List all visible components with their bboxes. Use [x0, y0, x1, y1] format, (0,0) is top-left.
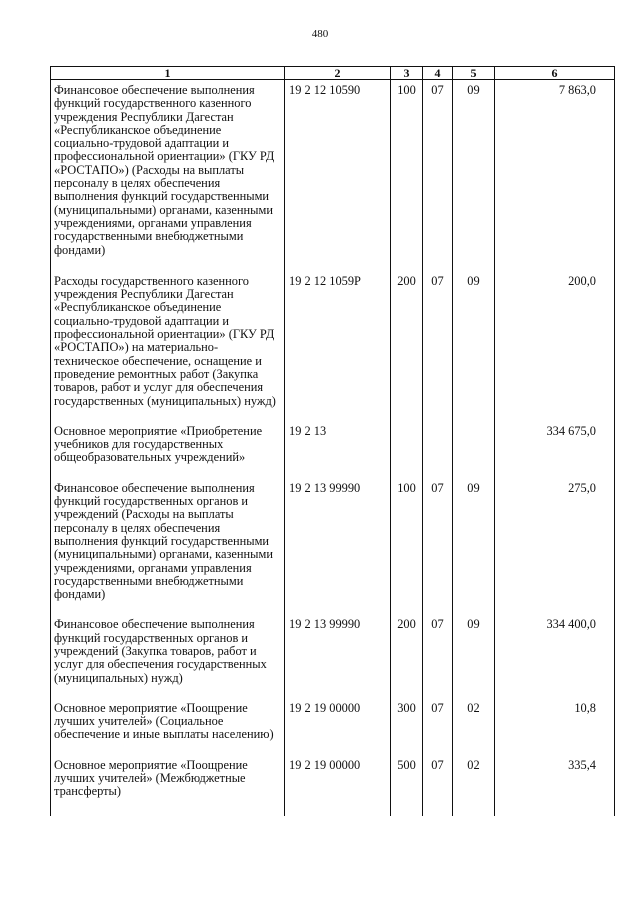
table-row — [51, 702, 615, 742]
row-code: 19 2 19 00000 — [285, 759, 391, 799]
row-col4: 07 — [423, 618, 453, 684]
table-row — [51, 425, 615, 465]
column-header: 6 — [495, 67, 615, 80]
row-col4: 07 — [423, 275, 453, 408]
row-name: Финансовое обеспечение выполнения функций государственных органов и учреждений (Расходы на выплаты персоналу в целях обеспечения выполнения функций государственными (муниципальными) органами, казенными учреждениями, органами управления государственными внебюджетными фондами) — [51, 482, 285, 602]
column-header: 4 — [423, 67, 453, 80]
table-row — [51, 482, 615, 602]
row-spacer — [51, 465, 615, 482]
header-row — [51, 67, 615, 80]
row-spacer — [51, 799, 615, 816]
row-amount: 334 400,0 — [495, 618, 615, 684]
row-col5: 09 — [453, 482, 495, 602]
column-header: 2 — [285, 67, 391, 80]
row-col5 — [453, 425, 495, 465]
row-name: Расходы государственного казенного учреждения Республики Дагестан «Республиканское объединение социально-трудовой адаптации и профессиональной ориентации» (ГКУ РД «РОСТАПО») на материально-техническое обеспечение, оснащение и проведение ремонтных работ (Закупка товаров, работ и услуг для обеспечения государственных (муниципальных) нужд) — [51, 275, 285, 408]
row-name: Основное мероприятие «Приобретение учебников для государственных общеобразовательных учреждений» — [51, 425, 285, 465]
table-row — [51, 80, 615, 257]
row-col4 — [423, 425, 453, 465]
budget-table — [50, 66, 615, 816]
row-col3: 500 — [391, 759, 423, 799]
row-col4: 07 — [423, 80, 453, 257]
row-col4: 07 — [423, 482, 453, 602]
row-code: 19 2 13 99990 — [285, 618, 391, 684]
row-spacer — [51, 257, 615, 275]
column-header: 3 — [391, 67, 423, 80]
row-amount: 334 675,0 — [495, 425, 615, 465]
row-code: 19 2 12 1059Р — [285, 275, 391, 408]
row-col3: 300 — [391, 702, 423, 742]
row-amount: 275,0 — [495, 482, 615, 602]
row-spacer — [51, 408, 615, 425]
table-row — [51, 618, 615, 684]
row-col5: 02 — [453, 759, 495, 799]
row-col3: 200 — [391, 275, 423, 408]
row-amount: 335,4 — [495, 759, 615, 799]
row-amount: 7 863,0 — [495, 80, 615, 257]
row-amount: 200,0 — [495, 275, 615, 408]
row-name: Финансовое обеспечение выполнения функций государственных органов и учреждений (Закупка товаров, работ и услуг для обеспечения государственных (муниципальных) нужд) — [51, 618, 285, 684]
table-row — [51, 275, 615, 408]
row-col3: 100 — [391, 482, 423, 602]
row-col4: 07 — [423, 702, 453, 742]
row-code: 19 2 19 00000 — [285, 702, 391, 742]
row-col3: 100 — [391, 80, 423, 257]
row-col4: 07 — [423, 759, 453, 799]
column-header: 5 — [453, 67, 495, 80]
row-col3 — [391, 425, 423, 465]
row-name: Финансовое обеспечение выполнения функций государственного казенного учреждения Республики Дагестан «Республиканское объединение социально-трудовой адаптации и профессиональной ориентации» (ГКУ РД «РОСТАПО») (Расходы на выплаты персоналу в целях обеспечения выполнения функций государственными (муниципальными) органами, казенными учреждениями, органами управления государственными внебюджетными фондами) — [51, 80, 285, 257]
row-col5: 09 — [453, 618, 495, 684]
row-code: 19 2 13 — [285, 425, 391, 465]
row-col3: 200 — [391, 618, 423, 684]
row-code: 19 2 13 99990 — [285, 482, 391, 602]
row-amount: 10,8 — [495, 702, 615, 742]
row-col5: 09 — [453, 275, 495, 408]
page-number: 480 — [311, 28, 329, 40]
row-col5: 09 — [453, 80, 495, 257]
row-name: Основное мероприятие «Поощрение лучших учителей» (Межбюджетные трансферты) — [51, 759, 285, 799]
table-row — [51, 759, 615, 799]
row-col5: 02 — [453, 702, 495, 742]
row-name: Основное мероприятие «Поощрение лучших учителей» (Социальное обеспечение и иные выплаты населению) — [51, 702, 285, 742]
row-code: 19 2 12 10590 — [285, 80, 391, 257]
column-header: 1 — [51, 67, 285, 80]
row-spacer — [51, 601, 615, 618]
row-spacer — [51, 685, 615, 702]
row-spacer — [51, 742, 615, 759]
